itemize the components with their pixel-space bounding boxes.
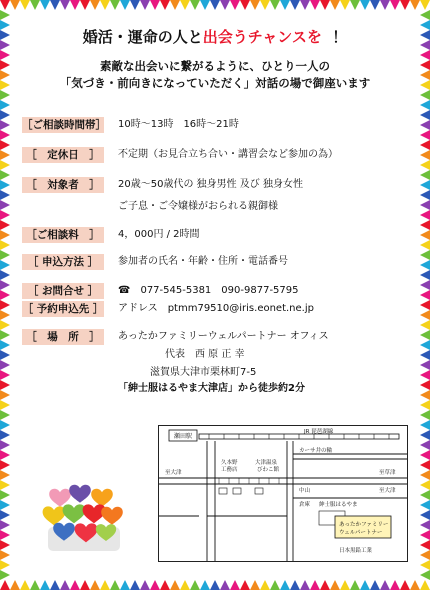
border-triangle <box>420 510 430 520</box>
border-triangle <box>220 0 230 10</box>
border-triangle <box>0 460 10 470</box>
border-triangle <box>0 540 10 550</box>
border-triangle <box>230 580 240 590</box>
border-triangle <box>0 170 10 180</box>
border-triangle <box>320 0 330 10</box>
border-triangle <box>380 580 390 590</box>
value-fee: 4，000円 / 2時間 <box>118 229 200 240</box>
row-place <box>22 329 417 347</box>
map-jr-line: JR 琵琶湖線 <box>304 429 334 435</box>
border-triangle <box>390 580 400 590</box>
border-triangle <box>60 580 70 590</box>
label-reserve: ［ 予約申込先 ］ <box>22 303 104 315</box>
label-hours: ［ご相談時間帯］ <box>22 119 106 131</box>
row-target <box>22 177 417 195</box>
border-triangle <box>0 340 10 350</box>
map-to-kusatsu: 至草津 <box>379 470 396 476</box>
border-triangle <box>180 580 190 590</box>
border-triangle <box>410 580 420 590</box>
office-address: 滋賀県大津市栗林町7-5 <box>150 367 257 378</box>
border-triangle <box>420 10 430 20</box>
border-triangle <box>420 420 430 430</box>
border-triangle <box>350 580 360 590</box>
border-triangle <box>420 440 430 450</box>
border-triangle <box>420 230 430 240</box>
map-drawing <box>159 426 407 561</box>
border-triangle <box>340 0 350 10</box>
border-triangle <box>0 470 10 480</box>
border-triangle <box>140 580 150 590</box>
border-triangle <box>0 520 10 530</box>
border-triangle <box>420 110 430 120</box>
border-triangle <box>0 440 10 450</box>
border-triangle <box>420 130 430 140</box>
border-triangle <box>420 380 430 390</box>
border-triangle <box>370 580 380 590</box>
border-triangle <box>360 580 370 590</box>
label-target: ［ 対象者 ］ <box>22 177 104 193</box>
border-triangle <box>390 0 400 10</box>
value-hours: 10時～13時 16時～21時 <box>118 119 239 130</box>
border-triangle <box>0 130 10 140</box>
map-koumuten: 工務店 <box>221 467 238 473</box>
border-triangle <box>420 120 430 130</box>
border-triangle <box>20 580 30 590</box>
border-triangle <box>0 450 10 460</box>
border-triangle <box>30 580 40 590</box>
map-nihon: 日本黒鉛工業 <box>339 548 373 554</box>
border-triangle <box>370 0 380 10</box>
border-triangle <box>420 580 430 590</box>
border-triangle <box>160 580 170 590</box>
row-fee <box>22 227 417 245</box>
border-triangle <box>300 0 310 10</box>
border-triangle <box>0 330 10 340</box>
map-to-otsu-right: 至大津 <box>379 488 396 494</box>
border-triangle <box>0 320 10 330</box>
border-triangle <box>400 580 410 590</box>
border-triangle <box>10 0 20 10</box>
border-triangle <box>0 140 10 150</box>
map-station: 瀬田駅 <box>173 433 193 440</box>
border-triangle <box>420 250 430 260</box>
map-office-label-2: ウェルパートナー <box>339 530 383 536</box>
map-karasu: カーサ井の輪 <box>299 448 333 454</box>
border-triangle <box>220 580 230 590</box>
right-border-decoration <box>420 10 430 580</box>
border-triangle <box>0 360 10 370</box>
border-triangle <box>0 200 10 210</box>
border-triangle <box>360 0 370 10</box>
border-triangle <box>310 580 320 590</box>
border-triangle <box>420 320 430 330</box>
border-triangle <box>0 110 10 120</box>
border-triangle <box>420 190 430 200</box>
border-triangle <box>240 580 250 590</box>
border-triangle <box>20 0 30 10</box>
border-triangle <box>420 340 430 350</box>
border-triangle <box>310 0 320 10</box>
label-fee: ［ご相談料 ］ <box>22 227 104 243</box>
border-triangle <box>120 580 130 590</box>
border-triangle <box>420 220 430 230</box>
border-triangle <box>420 200 430 210</box>
border-triangle <box>70 580 80 590</box>
border-triangle <box>150 0 160 10</box>
title-highlight: 出会うチャンスを <box>202 28 322 46</box>
border-triangle <box>420 310 430 320</box>
border-triangle <box>330 580 340 590</box>
border-triangle <box>0 180 10 190</box>
border-triangle <box>210 0 220 10</box>
border-triangle <box>80 0 90 10</box>
border-triangle <box>0 510 10 520</box>
row-apply <box>22 254 417 272</box>
border-triangle <box>420 560 430 570</box>
border-triangle <box>40 0 50 10</box>
border-triangle <box>280 0 290 10</box>
border-triangle <box>420 370 430 380</box>
border-triangle <box>420 400 430 410</box>
border-triangle <box>0 240 10 250</box>
border-triangle <box>0 280 10 290</box>
border-triangle <box>50 580 60 590</box>
border-triangle <box>420 290 430 300</box>
border-triangle <box>420 260 430 270</box>
border-triangle <box>60 0 70 10</box>
border-triangle <box>0 210 10 220</box>
border-triangle <box>260 580 270 590</box>
border-triangle <box>130 580 140 590</box>
border-triangle <box>420 350 430 360</box>
border-triangle <box>0 350 10 360</box>
border-triangle <box>420 160 430 170</box>
left-border-decoration <box>0 10 10 580</box>
map-haruyama: 紳士服はるやま <box>319 502 358 508</box>
border-triangle <box>0 570 10 580</box>
border-triangle <box>0 370 10 380</box>
border-triangle <box>250 580 260 590</box>
border-triangle <box>0 580 10 590</box>
border-triangle <box>250 0 260 10</box>
border-triangle <box>230 0 240 10</box>
border-triangle <box>420 280 430 290</box>
border-triangle <box>50 0 60 10</box>
border-triangle <box>0 310 10 320</box>
border-triangle <box>90 0 100 10</box>
border-triangle <box>40 580 50 590</box>
border-triangle <box>420 530 430 540</box>
border-triangle <box>150 580 160 590</box>
row-contact <box>22 283 417 301</box>
border-triangle <box>140 0 150 10</box>
border-triangle <box>270 580 280 590</box>
border-triangle <box>0 390 10 400</box>
label-place: ［ 場 所 ］ <box>22 329 104 345</box>
border-triangle <box>350 0 360 10</box>
border-triangle <box>420 0 430 10</box>
border-triangle <box>10 580 20 590</box>
border-triangle <box>0 160 10 170</box>
border-triangle <box>420 360 430 370</box>
border-triangle <box>80 580 90 590</box>
label-contact: ［ お問合せ ］ <box>22 283 104 299</box>
border-triangle <box>420 520 430 530</box>
border-triangle <box>300 580 310 590</box>
border-triangle <box>0 560 10 570</box>
map-biwako: びわこ館 <box>257 467 280 473</box>
map-gura: 倉庫 <box>299 502 311 508</box>
border-triangle <box>420 550 430 560</box>
border-triangle <box>420 300 430 310</box>
border-triangle <box>330 0 340 10</box>
border-triangle <box>100 0 110 10</box>
border-triangle <box>410 0 420 10</box>
border-triangle <box>0 380 10 390</box>
border-triangle <box>0 150 10 160</box>
top-border-decoration <box>0 0 430 10</box>
border-triangle <box>210 580 220 590</box>
border-triangle <box>420 150 430 160</box>
border-triangle <box>0 480 10 490</box>
border-triangle <box>0 500 10 510</box>
border-triangle <box>280 580 290 590</box>
border-triangle <box>110 580 120 590</box>
map-office-label-1: あったかファミリー <box>339 522 389 528</box>
border-triangle <box>290 580 300 590</box>
border-triangle <box>200 0 210 10</box>
border-triangle <box>0 250 10 260</box>
office-access: 「紳士服はるやま大津店」から徒歩約2分 <box>118 383 305 394</box>
border-triangle <box>100 580 110 590</box>
intro-line-2: 「気づき・前向きになっていただく」対話の場で御座います <box>59 76 371 90</box>
border-triangle <box>380 0 390 10</box>
value-contact: ☎ 077-545-5381 090-9877-5795 <box>118 285 299 296</box>
border-triangle <box>0 290 10 300</box>
border-triangle <box>0 300 10 310</box>
border-triangle <box>0 190 10 200</box>
border-triangle <box>420 240 430 250</box>
border-triangle <box>420 460 430 470</box>
border-triangle <box>420 180 430 190</box>
border-triangle <box>420 390 430 400</box>
border-triangle <box>420 540 430 550</box>
border-triangle <box>0 270 10 280</box>
map-to-otsu-left: 至大津 <box>165 470 182 476</box>
value-target: 20歳～50歳代の 独身男性 及び 独身女性 <box>118 179 303 190</box>
border-triangle <box>270 0 280 10</box>
border-triangle <box>180 0 190 10</box>
access-map <box>158 425 408 562</box>
border-triangle <box>420 210 430 220</box>
border-triangle <box>170 580 180 590</box>
map-nakayama: 中山 <box>299 488 311 494</box>
border-triangle <box>0 120 10 130</box>
title-post: ！ <box>332 28 348 46</box>
label-closed: ［ 定休日 ］ <box>22 147 104 163</box>
border-triangle <box>200 580 210 590</box>
border-triangle <box>30 0 40 10</box>
border-triangle <box>0 220 10 230</box>
intro-line-1: 素敵な出会いに繋がるように、ひとり一人の <box>100 59 330 73</box>
value-place: あったかファミリーウェルパートナー オフィス <box>118 331 329 342</box>
border-triangle <box>0 100 10 110</box>
bottom-border-decoration <box>0 580 430 590</box>
border-triangle <box>240 0 250 10</box>
border-triangle <box>420 170 430 180</box>
title-pre: 婚活・運命の人と <box>82 28 203 46</box>
border-triangle <box>420 470 430 480</box>
row-reserve <box>22 301 417 319</box>
border-triangle <box>90 580 100 590</box>
border-triangle <box>120 0 130 10</box>
office-representative: 代表 西 原 正 幸 <box>165 349 245 360</box>
row-hours <box>22 117 417 135</box>
border-triangle <box>0 230 10 240</box>
border-triangle <box>420 430 430 440</box>
border-triangle <box>320 580 330 590</box>
border-triangle <box>160 0 170 10</box>
border-triangle <box>0 430 10 440</box>
border-triangle <box>0 10 10 20</box>
border-triangle <box>420 570 430 580</box>
border-triangle <box>420 480 430 490</box>
value-apply: 参加者の氏名・年齢・住所・電話番号 <box>118 256 288 267</box>
border-triangle <box>400 0 410 10</box>
border-triangle <box>190 0 200 10</box>
border-triangle <box>0 490 10 500</box>
border-triangle <box>420 330 430 340</box>
border-triangle <box>70 0 80 10</box>
value-closed: 不定期（お見合立ち合い・講習会など参加の為） <box>118 149 338 160</box>
border-triangle <box>190 580 200 590</box>
border-triangle <box>0 410 10 420</box>
border-triangle <box>0 260 10 270</box>
border-triangle <box>170 0 180 10</box>
map-otsu-onsen: 大津温泉 <box>255 460 278 466</box>
page-title <box>0 26 430 47</box>
border-triangle <box>420 270 430 280</box>
border-triangle <box>420 450 430 460</box>
border-triangle <box>0 420 10 430</box>
border-triangle <box>0 400 10 410</box>
border-triangle <box>420 410 430 420</box>
intro-text <box>0 58 430 92</box>
border-triangle <box>110 0 120 10</box>
map-kumoto: 久本野 <box>221 460 238 466</box>
border-triangle <box>0 530 10 540</box>
border-triangle <box>420 100 430 110</box>
border-triangle <box>260 0 270 10</box>
border-triangle <box>130 0 140 10</box>
border-triangle <box>0 550 10 560</box>
border-triangle <box>290 0 300 10</box>
value-reserve[interactable]: アドレス ptmm79510@iris.eonet.ne.jp <box>118 303 314 314</box>
row-closed <box>22 147 417 165</box>
label-apply: ［ 申込方法 ］ <box>22 254 104 270</box>
border-triangle <box>340 580 350 590</box>
border-triangle <box>420 140 430 150</box>
value-target-extra: ご子息・ご令嬢様がおられる親御様 <box>118 201 278 212</box>
hearts-image <box>40 475 126 555</box>
border-triangle <box>420 500 430 510</box>
border-triangle <box>0 0 10 10</box>
border-triangle <box>420 490 430 500</box>
